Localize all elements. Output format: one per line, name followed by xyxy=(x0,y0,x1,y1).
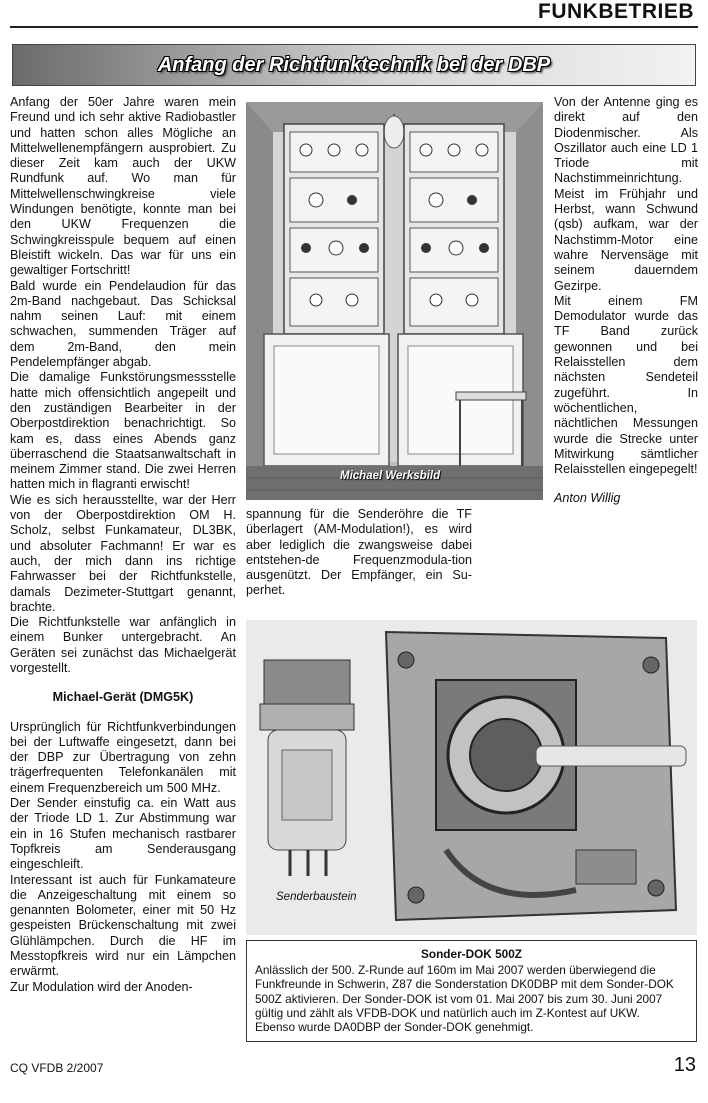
paragraph: Wie es sich herausstellte, war der Herr von der Oberpostdirektion OM H. Scholz, selbst Funkamateur, DL3BK, und absoluter Fachmann! Er war es auch, der mich dann ins richtige Fahrwasser bei der Richtfunkstelle, damals Dezimeter-Stuttgart genannt, brachte. xyxy=(10,492,236,614)
footer-journal: CQ VFDB 2/2007 xyxy=(10,1061,104,1075)
article-title: Anfang der Richtfunktechnik bei der DBP xyxy=(157,53,551,76)
infobox-text-2: Ebenso wurde DA0DBP der Sonder-DOK genehmigt. xyxy=(255,1020,534,1035)
header-rule xyxy=(10,26,698,28)
paragraph: Die damalige Funkstörungsmessstelle hatte mich offensichtlich angepeilt und den zuständigen Bearbeiter in der Oberpostdirektion benachrichtigt. So kam es, dass eines Abends ganz überraschend die Staatsanwaltschaft in meinem Zimmer stand. Die zwei Herren hatten mich in flagranti erwischt! xyxy=(10,370,236,492)
page-number: 13 xyxy=(673,1054,696,1076)
sonder-dok-infobox xyxy=(246,940,697,1042)
author: Anton Willig xyxy=(554,491,621,506)
middle-column xyxy=(246,507,472,599)
paragraph: Von der Antenne ging es direkt auf den Diodenmischer. Als Oszillator auch eine LD 1 Triode mit Nachstimmeinrichtung. Meist im Frühjahr und Herbst, wann Schwund (qsb) aufkam, war der Nachstimm-Motor eine wahre Nervensäge mit seinem dauerndem Gezirpe. xyxy=(554,95,698,293)
infobox-title: Sonder-DOK 500Z xyxy=(421,947,522,961)
photo-credit: Michael Werksbild xyxy=(340,470,441,482)
left-column xyxy=(10,95,236,995)
photo-caption: Senderbaustein xyxy=(276,891,357,903)
equipment-rack-illustration xyxy=(246,102,543,500)
subheading: Michael-Gerät (DMG5K) xyxy=(52,690,194,705)
paragraph: Ursprünglich für Richtfunkverbindungen bei der Luftwaffe eingesetzt, dann bei der DBP zur Übertragung von zehn trägerfrequenten Telefonkanälen mit einem Frequenzbereich um 500 MHz. xyxy=(10,719,236,795)
article-title-banner xyxy=(12,44,696,86)
infobox-text: Anlässlich der 500. Z-Runde auf 160m im Mai 2007 werden überwiegend die Funkfreunde in Schwerin, Z87 die Sonderstation DK0DBP mit dem Sonder-DOK 500Z aktivieren. Der Sonder-DOK ist vom 01. Mai 2007 bis zum 30. Juni 2007 gültig und zählt als VFDB-DOK und natürlich auch im Z-Kontest auf UKW. xyxy=(255,963,674,1020)
paragraph: Bald wurde ein Pendelaudion für das 2m-Band nachgebaut. Das Schicksal nahm seinen Lauf: mit einem schwachen, summenden Träger auf dem 2m-Band, den mein Pendelempfänger abgab. xyxy=(10,278,236,370)
paragraph: Anfang der 50er Jahre waren mein Freund und ich sehr aktive Radiobastler und hatten schon alles Mögliche an Mittelwellenempfängern ausprobiert. Zu dieser Zeit kam auch der UKW Rundfunk auf. Wo man für Mittelwellenschwingkreise viele Windungen benötigte, konnte man bei den UKW Frequenzen die Schwingkreisspule bequem auf einen Bleistift wickeln. Das war für uns ein gewaltiger Fortschritt! xyxy=(10,95,236,278)
paragraph: Interessant ist auch für Funkamateure die Anzeigeschaltung mit einem so genannten Bolometer, einer mit 50 Hz gespeisten Brückenschaltung mit zwei Glühlämpchen. Durch die HF im Messtopfkreis wird nur ein Lämpchen erwärmt. xyxy=(10,872,236,979)
equipment-rack-photo xyxy=(246,102,543,500)
paragraph: Der Sender einstufig ca. ein Watt aus der Triode LD 1. Zur Abstimmung war ein in 16 Stufen mechanisch rastbarer Topfkreis am Senderausgang eingeschleift. xyxy=(10,796,236,872)
paragraph: Zur Modulation wird der Anoden- xyxy=(10,979,193,994)
paragraph: Die Richtfunkstelle war anfänglich in einem Bunker untergebracht. An Geräten sei zunächst das Michaelgerät vorgestellt. xyxy=(10,615,236,675)
transmitter-module-illustration xyxy=(246,620,697,935)
right-column xyxy=(554,95,698,507)
transmitter-module-photo xyxy=(246,620,697,935)
paragraph: Mit einem FM Demodulator wurde das TF Band zurück gewonnen und bei Relaisstellen dem nächsten Sendeteil zugeführt. In wöchentlichen, nächtlichen Messungen wurde die Strecke unter Mitwirkung sämtlicher Relaisstellen eingepegelt! xyxy=(554,293,698,477)
section-title: FUNKBETRIEB xyxy=(538,0,694,23)
paragraph: spannung für die Senderöhre die TF überlagert (AM-Modulation!), es wird aber lediglich die zwangsweise dabei entstehen-de Frequenzmodula-tion ausgenützt. Der Empfänger, ein Su-perhet. xyxy=(246,507,472,598)
